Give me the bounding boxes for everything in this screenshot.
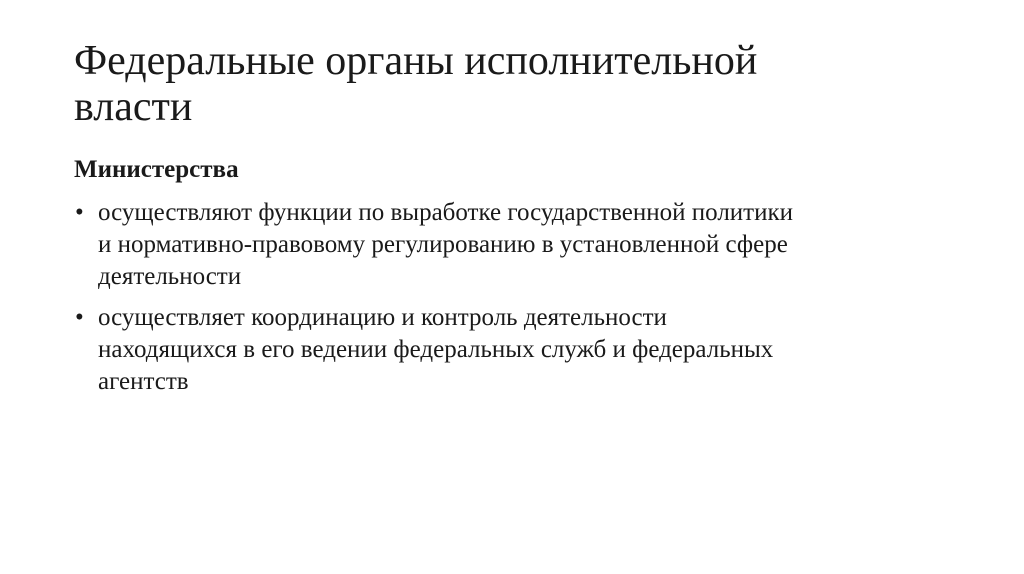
section-subheading: Министерства xyxy=(74,156,239,183)
bullet-line: и нормативно-правовому регулированию в установленной сфере xyxy=(98,231,788,258)
bullet-line: осуществляет координацию и контроль деятельности xyxy=(98,304,667,331)
slide-content xyxy=(74,154,954,407)
bullet-item xyxy=(74,302,954,398)
title-line: Федеральные органы исполнительной xyxy=(74,38,758,84)
bullet-text xyxy=(98,197,954,293)
bullet-list xyxy=(74,197,954,398)
bullet-line: деятельности xyxy=(98,263,242,290)
bullet-icon: • xyxy=(75,304,84,331)
bullet-line: агентств xyxy=(98,368,189,395)
bullet-line: находящихся в его ведении федеральных служб и федеральных xyxy=(98,336,774,363)
bullet-text xyxy=(98,302,954,398)
bullet-line: осуществляют функции по выработке государственной политики xyxy=(98,199,794,226)
slide-title xyxy=(74,38,954,130)
bullet-item xyxy=(74,197,954,293)
title-line: власти xyxy=(74,84,193,130)
bullet-icon: • xyxy=(75,199,84,226)
